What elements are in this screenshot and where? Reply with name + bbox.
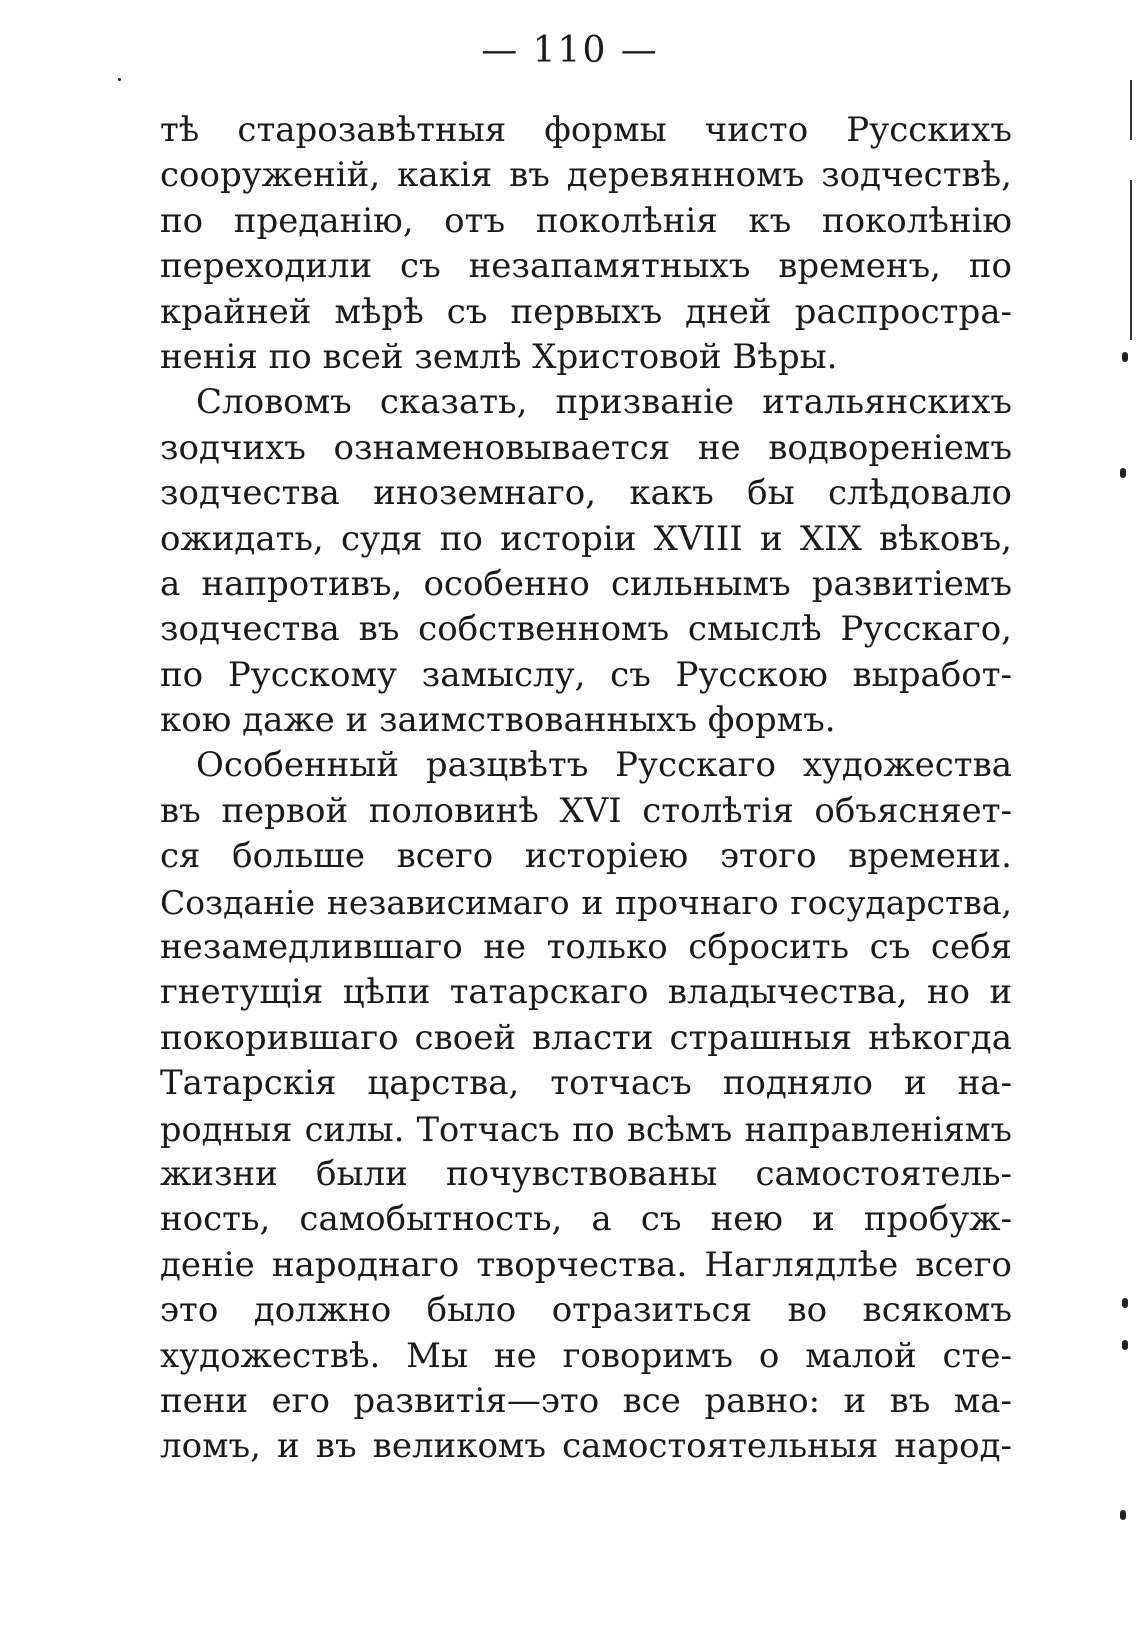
text-line: ожидать, судя по исторіи XVIII и XIX вѣковъ,: [160, 518, 1012, 559]
text-line: переходили съ незапамятныхъ временъ, по: [160, 246, 1012, 287]
text-line: крайней мѣрѣ съ первыхъ дней распростра-: [160, 291, 1012, 332]
text-line: въ первой половинѣ XVI столѣтія объясняет-: [160, 790, 1012, 831]
text-line: кою даже и заимствованныхъ формъ.: [160, 700, 836, 741]
scan-edge-line: [1130, 80, 1132, 140]
text-line: незамедлившаго не только сбросить съ себя: [160, 927, 1012, 968]
text-line: это должно было отразиться во всякомъ: [160, 1290, 1012, 1331]
scan-speck: [1122, 1340, 1128, 1350]
text-line: зодчихъ ознаменовывается не водвореніемъ: [160, 427, 1012, 468]
scan-speck: [1120, 468, 1126, 478]
text-line: гнетущія цѣпи татарскаго владычества, но и: [160, 972, 1012, 1013]
text-line: покорившаго своей власти страшныя нѣкогда: [160, 1017, 1012, 1058]
text-line: пени его развитія—это все равно: и въ ма-: [160, 1380, 1012, 1421]
text-line: тѣ старозавѣтныя формы чисто Русскихъ: [160, 110, 1012, 150]
text-line: ность, самобытность, а съ нею и пробуж-: [160, 1199, 1012, 1240]
text-line: жизни были почувствованы самостоятель-: [160, 1153, 1012, 1194]
text-line: ломъ, и въ великомъ самостоятельныя народ-: [160, 1426, 1012, 1467]
text-line: деніе народнаго творчества. Наглядлѣе всего: [160, 1244, 1012, 1285]
text-line: по преданію, отъ поколѣнія къ поколѣнію: [160, 200, 1012, 241]
scan-speck: [1122, 352, 1128, 362]
page-number: — 110 —: [481, 30, 659, 71]
text-line: зодчества въ собственномъ смыслѣ Русскаго,: [160, 609, 1012, 650]
text-line: Татарскія царства, тотчасъ подняло и на-: [160, 1063, 1012, 1104]
text-line: родныя силы. Тотчасъ по всѣмъ направленіямъ: [160, 1109, 1012, 1149]
text-line: Особенный разцвѣтъ Русскаго художества: [196, 745, 1012, 786]
scan-speck: [1122, 1298, 1128, 1308]
scan-speck: [1120, 1510, 1126, 1520]
scan-speck: [118, 78, 121, 81]
body-text: [160, 108, 1012, 1470]
text-line: а напротивъ, особенно сильнымъ развитіемъ: [160, 563, 1012, 604]
text-line: ненія по всей землѣ Христовой Вѣры.: [160, 336, 838, 377]
text-line: художествѣ. Мы не говоримъ о малой сте-: [160, 1335, 1012, 1376]
text-line: Созданіе независимаго и прочнаго государства,: [160, 882, 1012, 922]
text-line: Словомъ сказать, призваніе итальянскихъ: [196, 382, 1012, 423]
scan-edge-line: [1130, 180, 1132, 340]
text-line: ся больше всего исторіею этого времени.: [160, 836, 1012, 877]
text-line: зодчества иноземнаго, какъ бы слѣдовало: [160, 473, 1012, 514]
text-line: по Русскому замыслу, съ Русскою выработ-: [160, 654, 1012, 695]
text-line: сооруженій, какія въ деревянномъ зодчествѣ,: [160, 155, 1012, 196]
